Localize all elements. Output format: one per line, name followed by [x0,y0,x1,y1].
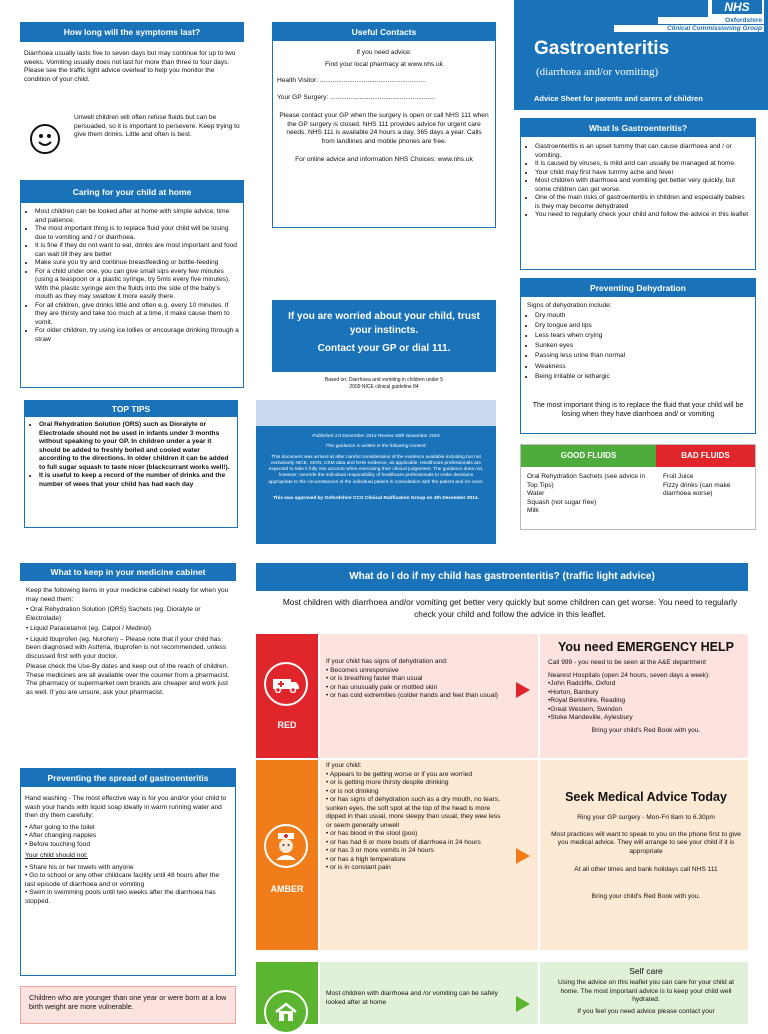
amber-lead: If your child: [326,762,362,769]
divider [538,760,540,950]
traffic-title: What do I do if my child has gastroenteritis? (traffic light advice) [256,563,748,591]
red-label: RED [277,720,297,730]
bad-fluids-header: BAD FLUIDS [656,445,755,467]
ring-gp: Ring your GP surgery - Mon-Fri 8am to 6.30pm [577,814,715,821]
tagline: Advice Sheet for parents and carers of children [534,94,703,103]
need-advice: If you need advice: [356,49,412,56]
tips-list [25,417,237,489]
list-item: • Dry tongue and lips [535,321,751,331]
what-is-box [520,118,756,270]
red-book-note: Bring your child's Red Book with you. [591,726,701,734]
what-is-list [521,137,755,220]
amber-label-cell [256,760,318,950]
list-item: • Sunken eyes [535,341,751,351]
dehydration-intro: Signs of dehydration include: [527,302,612,309]
red-arrow-icon [516,682,530,698]
list-item: Fizzy drinks (can make diarrhoea worse) [663,481,731,497]
what-is-title: What Is Gastroenteritis? [521,119,755,137]
list-item: • or is not drinking [326,787,379,795]
divider [538,634,540,758]
amber-book-note: Bring your child's Red Book with you. [591,892,701,900]
red-row [256,634,748,758]
dehydration-note: The most important thing is to replace the fluid that your child will be losing when they have diarrhoea and/ or vomiting [532,402,744,418]
cabinet-item: • Liquid Ibuprofen (eg. Nurofen) – Please note that if your child has been diagnosed with Asthma, Ibuprofen is not recommended, unless discussed first with your doctor. [26,635,227,660]
should-not-heading: Your child should not: [25,852,88,859]
pharmacy-link[interactable]: Find your local pharmacy at www.nhs.uk [324,60,443,68]
list-item: • Being irritable or lethargic [535,372,751,382]
green-label-cell [256,962,318,1024]
red-action [548,640,744,735]
guidance-context: This guidance is written in the following context: [325,444,427,450]
list-item: • Becomes unresponsive [326,666,399,674]
green-text: Most children with diarrhoea and /or vomiting can be safely looked after at home [326,990,498,1006]
list-item: •Great Western, Swindon [548,705,623,713]
based-on: Based on: Diarrhoea and vomiting in children under 5 2009 NICE clinical guideline 84 [324,377,444,390]
red-lead: If your child has signs of dehydration and: [326,658,448,665]
wash-list [25,824,231,850]
ambulance-icon [264,662,308,706]
risk-note: Children who are younger than one year or were born at a low birth weight are more vulnerable. [20,986,236,1024]
spread-box [20,768,236,976]
list-item: • Before touching food [25,840,90,848]
list-item: Squash (not sugar free) [527,498,597,506]
list-item: • Dry mouth [535,311,751,321]
traffic-intro: Most children with diarrhoea and/or vomiting get better very quickly but some children can get worse. You need to regularly check your child and follow the advice in this leaflet. [282,597,738,619]
home-icon [264,990,308,1034]
self-care-advice: Using the advice on this leaflet you can care for your child at home. The most important advice is to keep your child well hydrated. [558,979,734,1003]
amber-arrow-icon [516,848,530,864]
published-date: Published 1st December 2014 Review 30th November 2015 [312,434,440,439]
page-subtitle: (diarrhoea and/or vomiting) [536,66,659,78]
health-visitor: Health Visitor: .......................................................... [277,77,427,84]
caring-box [20,180,244,388]
online-advice[interactable]: For online advice and information NHS Choices: www.nhs.uk [295,156,473,163]
good-fluids-header: GOOD FLUIDS [521,445,656,467]
list-item: Milk [527,507,539,514]
nurse-icon [264,824,308,868]
hospitals-lead: Nearest Hospitals (open 24 hours, seven days a week): [548,671,710,679]
cabinet-note: Please check the Use-By dates and keep out of the reach of children. These medicines are all available over the counter from a pharmacist. The pharmacy or supermarket own brands are cheaper and work just as well. If you are unsure, ask your pharmacist. [26,663,230,696]
spread-title: Preventing the spread of gastroenteritis [21,769,235,787]
list-item: Oral Rehydration Sachets (see advice in Top Tips) [527,473,646,489]
title-panel [514,0,768,110]
dehydration-title: Preventing Dehydration [521,279,755,297]
green-action [548,966,744,1016]
list-item: • Weakness [535,362,751,372]
not-list [25,864,231,907]
green-row [256,962,748,1024]
list-item: • or has 3 or more vomits in 24 hours [326,847,434,854]
emergency-title: You need EMERGENCY HELP [558,640,734,654]
bad-fluids-list [663,473,753,499]
spread-intro: Hand washing - The most effective way is for you and/or your child to wash your hands with liquid soap ideally in warm running water and then dry them carefully: [25,795,227,819]
list-item: • Swim in swimming pools until two weeks after the diarrhoea has stopped. [25,889,216,905]
list-item: • For all children, give drinks little and often e.g. every 10 minutes. If they are thirsty and take too much at a time, it make cause them to vomit. [35,302,239,328]
amber-action [548,790,744,901]
green-arrow-icon [516,996,530,1012]
amber-row [256,760,748,950]
list-item: • Appears to be getting worse or if you are worried [326,770,472,778]
list-item: • For a child under one, you can give small sips every few minutes (using a teaspoon or a plastic syringe, try 5mls every five minutes). With the plastic syringe aim the fluids into the side of the baby's mouth as they may swallow it more easily there. [35,268,239,302]
smiley-icon [30,124,60,154]
list-item: • or has a high temperature [326,855,406,863]
dehydration-list [521,311,755,382]
list-item: • Passing less urine than normal [535,351,751,361]
contacts-box [272,22,496,228]
list-item: •John Radcliffe, Oxford [548,680,616,687]
list-item: • Go to school or any other childcare facility until 48 hours after the last episode of diarrhoea and or vomiting [25,872,219,888]
fluids-note: Unwell children will often refuse fluids but can be persuaded, so it is important to persevere. Keep trying to give them drinks. Little and often is best. [74,114,240,138]
tips-title: TOP TIPS [25,401,237,417]
worried-line2: Contact your GP or dial 111. [317,343,451,354]
list-item: • You need to regularly check your child and follow the advice in this leaflet [535,211,751,220]
divider [318,962,320,1024]
fluids-table [520,444,756,530]
list-item: • Most children with diarrhoea and vomiting get better very quickly, but some children can get worse. [535,177,751,194]
contacts-title: Useful Contacts [273,23,495,41]
list-item: • Share his or her towels with anyone [25,863,134,871]
seek-advice-title: Seek Medical Advice Today [565,790,727,804]
list-item: Fruit Juice [663,473,694,480]
list-item: •Royal Berkshire, Reading [548,697,626,704]
self-care-cut: If you feel you need advice please contact your [577,1007,715,1015]
list-item: • One of the main risks of gastroenteritis in children and especially babies is they may become dehydrated [535,194,751,211]
cabinet-intro: Keep the following items in your medicine cabinet ready for when you may need them: [26,587,229,603]
list-item: • or is breathing faster than usual [326,675,423,682]
self-care-title: Self care [629,966,663,976]
list-item: • After going to the toilet [25,823,95,831]
list-item: • After changing nappies [25,832,97,839]
list-item: • It is caused by viruses, is mild and can usually be managed at home. [535,160,751,169]
cabinet-content [26,587,234,697]
red-symptoms [326,658,506,701]
caring-list [21,203,243,344]
hospital-list [548,680,744,723]
cabinet-title: What to keep in your medicine cabinet [20,563,236,581]
list-item: • or has signs of dehydration such as a dry mouth, no tears, sunken eyes, the soft spot at the top of the head is more dipped in than usual, more sleepy than usual, they wee less or seem generally unwell [326,796,501,829]
list-item: • It is useful to keep a record of the number of drinks and the number of wees that your child has had each day [39,472,233,489]
good-fluids-list [527,473,651,516]
list-item: • or is getting more thirsty despite drinking [326,779,449,786]
tips-box [24,400,238,528]
list-item: • Less tears when crying [535,331,751,341]
list-item: • Oral Rehydration Solution (ORS) such as Dioralyte or Electrolade should not be used in infants under 3 months without speaking to your GP. In children under a year it should be added to freshly boiled and cooled water according to the directions. In older children it can be added to full sugar squash to taste nicer (blackcurrant works well!). [39,421,233,472]
list-item: •Stoke Mandeville, Aylesbury [548,714,633,721]
other-times: At all other times and bank holidays call NHS 111 [574,866,718,873]
list-item: • or has blood in the stool (poo) [326,830,418,837]
org-ccg: Clinical Commissioning Group [614,25,764,32]
caring-title: Caring for your child at home [21,181,243,203]
worried-line1: If you are worried about your child, trust your instincts. [288,311,480,336]
divider [318,634,320,758]
gp-surgery: Your GP Surgery: ......................................................... [277,93,435,101]
list-item: • or has unusually pale or mottled skin [326,683,438,691]
list-item: • Your child may first have tummy ache and fever [535,169,751,178]
light-blue-strip [256,400,496,426]
list-item: • It is fine if they do not want to eat, drinks are most important and food can wait till they are better [35,242,239,259]
worried-banner [272,300,496,372]
list-item: • For older children, try using ice lollies or encourage drinking through a straw [35,327,239,344]
list-item: • or has cold extremities (colder hands and feet than usual) [326,692,499,699]
org-name: Oxfordshire [658,17,764,24]
list-item: •Horton, Banbury [548,688,599,696]
list-item: • Make sure you try and continue breastfeeding or bottle-feeding [35,259,239,268]
list-item: Water [527,490,545,497]
context-text: This document was arrived at after careful consideration of the evidence available including but not exclusively NICE, SIGN, CKM data and NHS evidence, as applicable. Healthcare professionals are expected to take it fully into account when exercising their clinical judgement. The guidance does not, however, override the individual responsibility of healthcare professionals to make decisions appropriate to the circumstances of the individual patient in consultation with the patient and /or carer. [268,454,484,485]
symptoms-text: Diarrhoea usually lasts five to seven days but may continue for up to two weeks. Vomiting usually does not last for more than three to four days. Please see the traffic light advice overleaf to help you monitor the condition of your child. [24,50,236,83]
amber-symptoms [326,762,508,873]
list-item: • The most important thing is to replace fluid your child will be losing due to vomiting and / or diarrhoea. [35,225,239,242]
cabinet-item: • Oral Rehydration Solution (ORS) Sachets (eg. Dioralyte or Electrolade) [26,606,201,622]
practices-note: Most practices will want to speak to you on the phone first to give you medical advice. They will arrange to see your child if it is appropriate [551,830,741,855]
nhs-logo: NHS [712,0,762,14]
red-label-cell [256,634,318,758]
list-item: • Most children can be looked after at home with simple advice, time and patience. [35,208,239,225]
divider [318,760,320,950]
page-title: Gastroenteritis [534,38,670,59]
list-item: • or has had 6 or more bouts of diarrhoea in 24 hours [326,838,481,846]
publish-panel [256,426,496,544]
divider [538,962,540,1024]
amber-label: AMBER [270,884,304,894]
contact-gp-text: Please contact your GP when the surgery is open or call NHS 111 when the GP surgery is closed. NHS 111 provides advice for urgent care needs. NHS 111 is available 24 hours a day, 365 days a year. Calls from landlines and mobile phones are free. [279,112,489,145]
symptoms-title: How long will the symptoms last? [20,22,244,42]
cabinet-item: • Liquid Paracetamol (eg. Calpol / Medinol) [26,625,152,632]
list-item: • Gastroenteritis is an upset tummy that can cause diarrhoea and / or vomiting. [535,143,751,160]
call-999: Call 999 - you need to be seen at the A&E department [548,659,706,666]
approved-text: This was approved by Oxfordshire CCG Clinical Ratification Group on 4th December 2014. [273,496,479,502]
list-item: • or is in constant pain [326,864,391,871]
